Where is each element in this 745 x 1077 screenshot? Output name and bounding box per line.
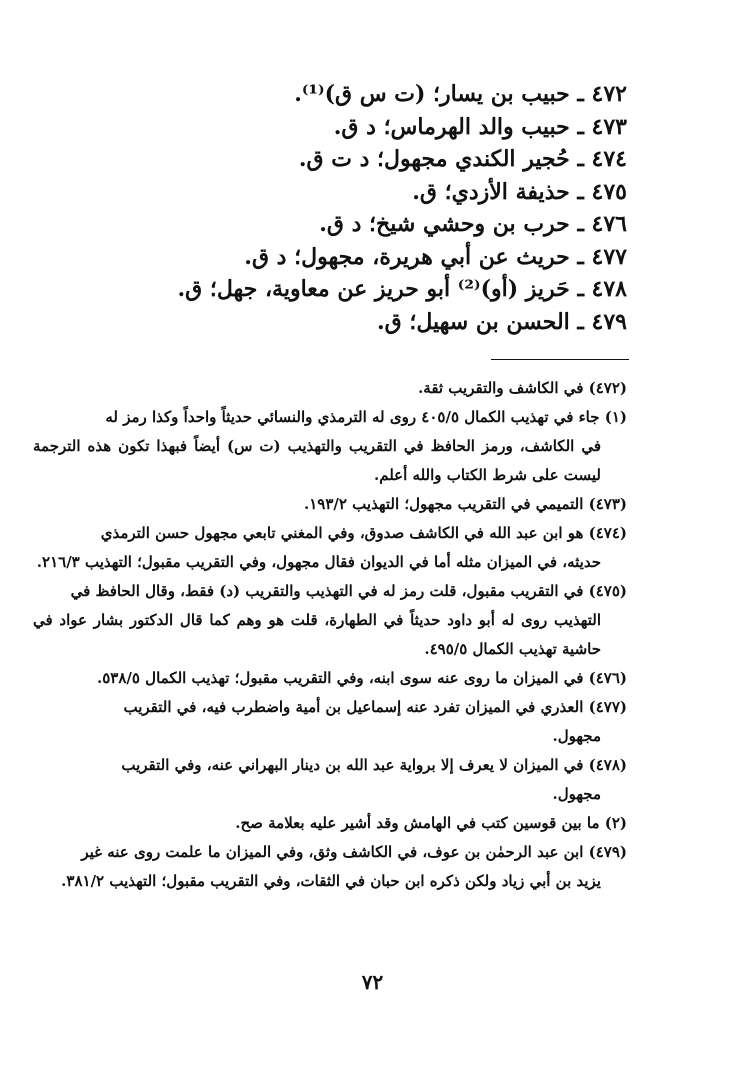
footnote-477 <box>33 693 627 751</box>
footnote-479 <box>33 838 627 896</box>
entry-478: ٤٧٨ ـ حَريز (أو)⁽²⁾ أبو حريز عن معاوية، جهل؛ ق. <box>177 276 627 302</box>
footnote-continuation: يزيد بن أبي زياد ولكن ذكره ابن حبان في الثقات، وفي التقريب مقبول؛ التهذيب ٣٨١/٢. <box>61 872 601 890</box>
footnote-476 <box>33 664 627 693</box>
footnote-text: (١) جاء في تهذيب الكمال ٤٠٥/٥ روى له الترمذي والنسائي حديثاً واحداً وكذا رمز له <box>105 408 627 426</box>
page-number: ٧٢ <box>361 970 384 994</box>
footnote-text: (٤٧٦) في الميزان ما روى عنه سوى ابنه، وفي التقريب مقبول؛ تهذيب الكمال ٥٣٨/٥. <box>97 669 627 687</box>
footnote-1 <box>33 403 627 490</box>
footnote-continuation: في الكاشف، ورمز الحافظ في التقريب والتهذيب (ت س) أيضاً فبهذا تكون هذه الترجمة ليست على شرط الكتاب والله أعلم. <box>33 437 601 484</box>
narrator-entries <box>87 78 627 338</box>
footnote-continuation: مجهول. <box>552 727 601 745</box>
footnote-text: (٤٧٩) ابن عبد الرحمٰن بن عوف، في الكاشف وثق، وفي الميزان ما علمت روى عنه غير <box>81 843 627 861</box>
footnote-divider <box>491 359 629 360</box>
entry-475: ٤٧٥ ـ حذيفة الأزدي؛ ق. <box>412 178 627 205</box>
footnote-text: (٢) ما بين قوسين كتب في الهامش وقد أشير عليه بعلامة صح. <box>235 814 627 832</box>
footnote-text: (٤٧٧) العذري في الميزان تفرد عنه إسماعيل بن أمية واضطرب فيه، في التقريب <box>123 698 627 716</box>
footnote-475 <box>33 577 627 664</box>
footnote-478 <box>33 751 627 809</box>
entry-476: ٤٧٦ ـ حرب بن وحشي شيخ؛ د ق. <box>319 211 627 237</box>
entry-474: ٤٧٤ ـ حُجير الكندي مجهول؛ د ت ق. <box>298 146 627 172</box>
footnote-text: (٤٧٣) التميمي في التقريب مجهول؛ التهذيب ١٩٣/٢. <box>303 495 627 513</box>
footnotes <box>33 374 627 896</box>
footnote-474 <box>33 519 627 577</box>
footnote-continuation: حديثه، في الميزان مثله أما في الديوان فقال مجهول، وفي التقريب مقبول؛ التهذيب ٢١٦/٣. <box>36 553 601 571</box>
footnote-continuation: مجهول. <box>552 785 601 803</box>
footnote-473 <box>33 490 627 519</box>
footnote-text: (٤٧٤) هو ابن عبد الله في الكاشف صدوق، وفي المغني تابعي مجهول حسن الترمذي <box>100 524 627 542</box>
entry-472: ٤٧٢ ـ حبيب بن يسار؛ (ت س ق)⁽¹⁾. <box>294 81 627 107</box>
entry-473: ٤٧٣ ـ حبيب والد الهرماس؛ د ق. <box>333 113 627 140</box>
entry-479: ٤٧٩ ـ الحسن بن سهيل؛ ق. <box>376 308 627 335</box>
footnote-text: (٤٧٨) في الميزان لا يعرف إلا برواية عبد الله بن دينار البهراني عنه، وفي التقريب <box>121 756 627 774</box>
footnote-continuation: التهذيب روى له أبو داود حديثاً في الطهارة، قلت هو وهم كما قال الدكتور بشار عواد في حاشية تهذيب الكمال ٤٩٥/٥. <box>33 611 601 658</box>
footnote-text: (٤٧٢) في الكاشف والتقريب ثقة. <box>418 379 627 397</box>
footnote-472 <box>33 374 627 403</box>
footnote-text: (٤٧٥) في التقريب مقبول، قلت رمز له في التهذيب والتقريب (د) فقط، وقال الحافظ في <box>70 582 627 600</box>
entry-477: ٤٧٧ ـ حريث عن أبي هريرة، مجهول؛ د ق. <box>244 243 627 270</box>
footnote-2 <box>33 809 627 838</box>
